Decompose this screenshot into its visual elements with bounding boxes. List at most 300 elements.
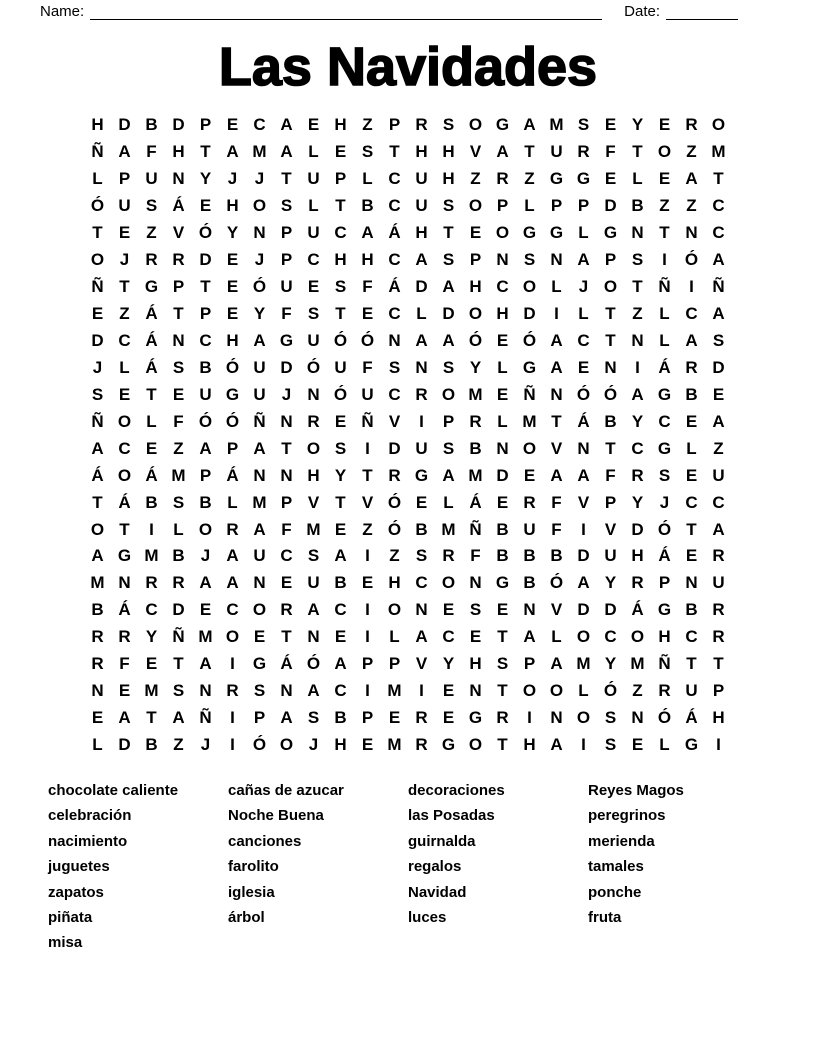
grid-cell-letter: A (415, 250, 428, 270)
grid-cell-letter: Ñ (469, 519, 482, 539)
grid-cell-letter: D (415, 277, 428, 297)
grid-cell-letter: E (604, 169, 617, 189)
grid-cell-letter: T (524, 142, 535, 162)
grid-cell-letter: Á (280, 654, 293, 674)
grid-cell-letter: Ó (333, 330, 348, 350)
grid-cell-letter: G (657, 438, 672, 458)
grid-cell-letter: R (469, 411, 482, 431)
grid-cell-letter: N (631, 708, 644, 728)
grid-cell-letter: O (90, 250, 105, 270)
header (40, 4, 738, 20)
grid-cell-letter: A (307, 681, 320, 701)
grid-cell-letter: P (604, 492, 617, 512)
grid-row (84, 543, 732, 570)
grid-cell-letter: H (442, 169, 455, 189)
grid-cell-letter: H (658, 627, 671, 647)
word-list-column (228, 778, 408, 956)
grid-cell-letter: S (280, 196, 293, 216)
grid-cell-letter: R (145, 573, 158, 593)
grid-cell-letter: O (117, 465, 132, 485)
grid-cell-letter: A (118, 708, 131, 728)
grid-cell-letter: Á (118, 600, 131, 620)
grid-cell-letter: U (685, 681, 698, 701)
grid-cell-letter: F (281, 304, 292, 324)
grid-cell-letter: Ñ (91, 277, 104, 297)
grid-cell-letter: Ó (468, 330, 483, 350)
grid-cell-letter: M (441, 519, 456, 539)
grid-cell-letter: C (253, 115, 266, 135)
grid-cell-letter: S (172, 681, 185, 701)
grid-cell-letter: M (711, 142, 726, 162)
grid-cell-letter: L (659, 304, 670, 324)
grid-cell-letter: N (550, 250, 563, 270)
grid-cell-letter: E (118, 223, 131, 243)
grid-cell-letter: S (172, 357, 185, 377)
grid-cell-letter: H (307, 465, 320, 485)
grid-cell-letter: Z (659, 196, 670, 216)
grid-cell-letter: F (551, 519, 562, 539)
grid-cell-letter: T (335, 492, 346, 512)
grid-cell-letter: Z (686, 196, 697, 216)
grid-cell-letter: D (523, 304, 536, 324)
grid-cell-letter: T (605, 330, 616, 350)
grid-cell-letter: P (658, 573, 671, 593)
grid-cell-letter: Á (91, 465, 104, 485)
grid-cell-letter: E (631, 735, 644, 755)
grid-cell-letter: O (522, 277, 537, 297)
grid-cell-letter: T (497, 627, 508, 647)
word-list-item: Noche Buena (228, 807, 324, 825)
grid-cell-letter: T (335, 304, 346, 324)
grid-cell-letter: C (577, 330, 590, 350)
grid-cell-letter: M (252, 142, 267, 162)
grid-cell-letter: Ñ (253, 411, 266, 431)
grid-cell-letter: Á (145, 304, 158, 324)
grid-cell-letter: Ó (657, 708, 672, 728)
grid-cell-letter: G (522, 357, 537, 377)
grid-cell-letter: N (118, 573, 131, 593)
grid-cell-letter: V (388, 411, 401, 431)
grid-cell-letter: Z (362, 115, 373, 135)
grid-cell-letter: T (659, 223, 670, 243)
grid-cell-letter: J (254, 250, 265, 270)
grid-cell-letter: J (254, 169, 265, 189)
grid-cell-letter: A (550, 357, 563, 377)
grid-cell-letter: L (308, 196, 319, 216)
grid-cell-letter: E (226, 277, 239, 297)
grid-cell-letter: I (419, 681, 424, 701)
grid-cell-letter: O (252, 600, 267, 620)
grid-cell-letter: A (280, 142, 293, 162)
grid-cell-letter: T (335, 196, 346, 216)
grid-cell-letter: Ó (576, 384, 591, 404)
grid-cell-letter: Z (146, 223, 157, 243)
grid-cell-letter: L (362, 169, 373, 189)
grid-cell-letter: E (118, 384, 131, 404)
grid-cell-letter: P (361, 708, 374, 728)
word-list-item: las Posadas (408, 807, 495, 825)
grid-cell-letter: A (253, 330, 266, 350)
grid-cell-letter: Z (524, 169, 535, 189)
grid-cell-letter: T (119, 519, 130, 539)
grid-cell-letter: O (252, 196, 267, 216)
grid-cell-letter: A (685, 330, 698, 350)
grid-cell-letter: H (334, 735, 347, 755)
grid-row (84, 651, 732, 678)
grid-cell-letter: S (361, 142, 374, 162)
grid-cell-letter: Z (173, 438, 184, 458)
grid-cell-letter: C (280, 546, 293, 566)
grid-cell-letter: E (361, 304, 374, 324)
grid-cell-letter: R (712, 546, 725, 566)
grid-cell-letter: M (90, 573, 105, 593)
grid-cell-letter: Ñ (361, 411, 374, 431)
grid-cell-letter: O (711, 115, 726, 135)
grid-cell-letter: T (632, 142, 643, 162)
grid-cell-letter: N (496, 250, 509, 270)
grid-cell-letter: M (522, 411, 537, 431)
grid-cell-letter: T (605, 304, 616, 324)
grid-cell-letter: B (145, 735, 158, 755)
grid-cell-letter: O (225, 627, 240, 647)
word-list-item: tamales (588, 858, 644, 876)
grid-cell-letter: Z (632, 681, 643, 701)
grid-cell-letter: T (281, 438, 292, 458)
grid-cell-letter: G (549, 169, 564, 189)
grid-cell-letter: S (442, 438, 455, 458)
grid-cell-letter: S (523, 250, 536, 270)
grid-row (84, 354, 732, 381)
grid-cell-letter: I (365, 600, 370, 620)
grid-cell-letter: O (279, 735, 294, 755)
grid-cell-letter: R (712, 627, 725, 647)
grid-cell-letter: M (549, 115, 564, 135)
grid-row (84, 220, 732, 247)
word-list-item: nacimiento (48, 832, 128, 850)
grid-cell-letter: Ó (522, 330, 537, 350)
grid-row (84, 408, 732, 435)
grid-row (84, 705, 732, 732)
name-label: Name: (40, 3, 85, 20)
grid-cell-letter: Y (226, 223, 239, 243)
grid-cell-letter: P (442, 411, 455, 431)
grid-cell-letter: L (146, 411, 157, 431)
grid-cell-letter: C (442, 627, 455, 647)
grid-cell-letter: R (388, 465, 401, 485)
grid-cell-letter: J (119, 250, 130, 270)
grid-cell-letter: L (173, 519, 184, 539)
grid-cell-letter: G (414, 465, 429, 485)
grid-cell-letter: J (578, 277, 589, 297)
grid-cell-letter: Ó (603, 384, 618, 404)
grid-cell-letter: C (388, 304, 401, 324)
grid-cell-letter: A (415, 330, 428, 350)
grid-cell-letter: Y (442, 654, 455, 674)
grid-row (84, 678, 732, 705)
grid-cell-letter: E (145, 654, 158, 674)
grid-cell-letter: F (551, 492, 562, 512)
grid-cell-letter: O (603, 277, 618, 297)
grid-cell-letter: G (684, 735, 699, 755)
grid-cell-letter: M (468, 465, 483, 485)
grid-cell-letter: Z (686, 142, 697, 162)
grid-cell-letter: G (144, 277, 159, 297)
grid-cell-letter: P (361, 654, 374, 674)
grid-cell-letter: N (280, 411, 293, 431)
grid-cell-letter: N (253, 465, 266, 485)
grid-cell-letter: R (631, 465, 644, 485)
grid-cell-letter: O (117, 411, 132, 431)
grid-cell-letter: V (361, 492, 374, 512)
grid-cell-letter: Á (658, 357, 671, 377)
grid-cell-letter: C (685, 304, 698, 324)
grid-cell-letter: N (469, 681, 482, 701)
grid-cell-letter: E (118, 681, 131, 701)
grid-cell-letter: R (172, 250, 185, 270)
grid-cell-letter: U (280, 277, 293, 297)
grid-cell-letter: L (416, 304, 427, 324)
grid-cell-letter: P (253, 708, 266, 728)
grid-cell-letter: D (118, 735, 131, 755)
grid-cell-letter: E (280, 573, 293, 593)
grid-cell-letter: E (226, 115, 239, 135)
grid-cell-letter: R (523, 492, 536, 512)
grid-cell-letter: T (92, 492, 103, 512)
grid-cell-letter: O (522, 681, 537, 701)
grid-cell-letter: Á (145, 357, 158, 377)
grid-cell-letter: N (604, 357, 617, 377)
grid-cell-letter: I (635, 357, 640, 377)
grid-row (84, 166, 732, 193)
word-list-item: merienda (588, 832, 655, 850)
grid-cell-letter: O (306, 438, 321, 458)
grid-cell-letter: G (495, 573, 510, 593)
grid-cell-letter: R (685, 357, 698, 377)
grid-cell-letter: B (145, 492, 158, 512)
grid-cell-letter: E (577, 357, 590, 377)
grid-cell-letter: A (226, 142, 239, 162)
grid-cell-letter: Á (145, 330, 158, 350)
grid-cell-letter: A (712, 519, 725, 539)
grid-cell-letter: A (631, 384, 644, 404)
grid-cell-letter: E (442, 600, 455, 620)
grid-cell-letter: J (200, 735, 211, 755)
grid-cell-letter: L (497, 411, 508, 431)
grid-cell-letter: A (550, 654, 563, 674)
grid-cell-letter: G (576, 169, 591, 189)
grid-cell-letter: P (523, 654, 536, 674)
grid-cell-letter: D (280, 357, 293, 377)
grid-cell-letter: B (415, 519, 428, 539)
grid-cell-letter: Ó (387, 519, 402, 539)
grid-cell-letter: Ñ (658, 654, 671, 674)
grid-cell-letter: J (92, 357, 103, 377)
grid-cell-letter: O (522, 438, 537, 458)
grid-cell-letter: G (252, 654, 267, 674)
grid-cell-letter: Á (469, 492, 482, 512)
grid-cell-letter: R (226, 519, 239, 539)
grid-cell-letter: E (469, 627, 482, 647)
grid-cell-letter: E (361, 735, 374, 755)
grid-cell-letter: P (496, 196, 509, 216)
grid-cell-letter: T (119, 277, 130, 297)
grid-cell-letter: P (712, 681, 725, 701)
word-list-item: ponche (588, 883, 642, 901)
grid-cell-letter: C (145, 600, 158, 620)
grid-cell-letter: I (554, 304, 559, 324)
grid-cell-letter: H (91, 115, 104, 135)
grid-cell-letter: B (496, 546, 509, 566)
grid-cell-letter: M (144, 546, 159, 566)
grid-cell-letter: Ó (603, 681, 618, 701)
grid-cell-letter: N (685, 573, 698, 593)
grid-cell-letter: A (307, 600, 320, 620)
grid-cell-letter: H (469, 277, 482, 297)
grid-cell-letter: D (118, 115, 131, 135)
grid-cell-letter: Ñ (199, 708, 212, 728)
grid-cell-letter: F (605, 465, 616, 485)
grid-cell-letter: P (118, 169, 131, 189)
grid-cell-letter: H (415, 142, 428, 162)
grid-cell-letter: Y (199, 169, 212, 189)
grid-cell-letter: S (496, 654, 509, 674)
grid-cell-letter: Ó (360, 330, 375, 350)
grid-cell-letter: U (253, 357, 266, 377)
grid-cell-letter: A (577, 465, 590, 485)
grid-cell-letter: H (523, 735, 536, 755)
grid-cell-letter: Ó (225, 357, 240, 377)
grid-cell-letter: A (226, 573, 239, 593)
grid-cell-letter: G (657, 600, 672, 620)
grid-cell-letter: O (468, 115, 483, 135)
word-search-grid (84, 112, 732, 759)
grid-cell-letter: E (361, 573, 374, 593)
grid-cell-letter: E (253, 627, 266, 647)
grid-cell-letter: E (685, 465, 698, 485)
grid-cell-letter: E (334, 519, 347, 539)
grid-cell-letter: V (577, 492, 590, 512)
grid-cell-letter: I (689, 277, 694, 297)
grid-cell-letter: S (442, 196, 455, 216)
grid-cell-letter: H (361, 250, 374, 270)
grid-cell-letter: I (716, 735, 721, 755)
grid-cell-letter: Y (145, 627, 158, 647)
grid-cell-letter: Ñ (91, 411, 104, 431)
word-list-item: iglesia (228, 883, 275, 901)
grid-cell-letter: T (497, 735, 508, 755)
grid-cell-letter: N (280, 465, 293, 485)
grid-cell-letter: B (496, 519, 509, 539)
grid-cell-letter: N (631, 330, 644, 350)
grid-cell-letter: U (712, 573, 725, 593)
grid-cell-letter: H (388, 573, 401, 593)
grid-cell-letter: A (712, 411, 725, 431)
word-list-item: zapatos (48, 883, 104, 901)
grid-cell-letter: Á (118, 492, 131, 512)
grid-cell-letter: U (415, 196, 428, 216)
grid-cell-letter: O (441, 384, 456, 404)
grid-cell-letter: G (495, 115, 510, 135)
grid-cell-letter: V (469, 142, 482, 162)
grid-cell-letter: A (172, 708, 185, 728)
grid-cell-letter: A (226, 546, 239, 566)
grid-cell-letter: Y (631, 492, 644, 512)
grid-cell-letter: U (604, 546, 617, 566)
grid-cell-letter: E (604, 115, 617, 135)
grid-cell-letter: P (604, 250, 617, 270)
grid-cell-letter: A (577, 250, 590, 270)
grid-cell-letter: T (605, 438, 616, 458)
grid-cell-letter: M (576, 654, 591, 674)
grid-cell-letter: Á (631, 600, 644, 620)
grid-cell-letter: M (387, 681, 402, 701)
grid-cell-letter: T (173, 654, 184, 674)
grid-cell-letter: M (171, 465, 186, 485)
grid-cell-letter: T (632, 277, 643, 297)
grid-cell-letter: E (523, 465, 536, 485)
grid-cell-letter: T (686, 654, 697, 674)
grid-cell-letter: T (443, 223, 454, 243)
grid-cell-letter: Z (173, 735, 184, 755)
grid-cell-letter: H (334, 250, 347, 270)
word-list-item: misa (48, 934, 83, 952)
grid-cell-letter: M (252, 492, 267, 512)
grid-cell-letter: F (605, 142, 616, 162)
grid-cell-letter: C (334, 600, 347, 620)
grid-cell-letter: J (659, 492, 670, 512)
grid-cell-letter: I (662, 250, 667, 270)
grid-cell-letter: B (199, 492, 212, 512)
grid-cell-letter: D (172, 600, 185, 620)
grid-row (84, 328, 732, 355)
grid-cell-letter: Y (604, 654, 617, 674)
grid-cell-letter: C (118, 330, 131, 350)
grid-cell-letter: E (199, 196, 212, 216)
grid-cell-letter: T (389, 142, 400, 162)
grid-cell-letter: B (145, 115, 158, 135)
grid-cell-letter: C (307, 250, 320, 270)
grid-cell-letter: A (334, 654, 347, 674)
word-list-item: juguetes (48, 858, 110, 876)
grid-cell-letter: I (365, 546, 370, 566)
grid-cell-letter: E (145, 438, 158, 458)
grid-cell-letter: P (577, 196, 590, 216)
grid-cell-letter: C (685, 492, 698, 512)
grid-cell-letter: M (630, 654, 645, 674)
grid-cell-letter: P (226, 438, 239, 458)
grid-cell-letter: B (631, 196, 644, 216)
grid-cell-letter: N (631, 223, 644, 243)
word-list-item: piñata (48, 909, 93, 927)
grid-cell-letter: R (118, 627, 131, 647)
grid-cell-letter: G (279, 330, 294, 350)
grid-cell-letter: C (388, 169, 401, 189)
grid-cell-letter: Á (145, 465, 158, 485)
grid-cell-letter: T (146, 384, 157, 404)
word-list-item: Navidad (408, 883, 467, 901)
grid-cell-letter: Ó (90, 196, 105, 216)
grid-cell-letter: Ó (252, 735, 267, 755)
grid-cell-letter: N (307, 627, 320, 647)
grid-cell-letter: U (307, 573, 320, 593)
grid-cell-letter: C (496, 277, 509, 297)
grid-cell-letter: N (415, 357, 428, 377)
grid-cell-letter: R (577, 142, 590, 162)
grid-cell-letter: U (307, 169, 320, 189)
grid-cell-letter: E (496, 384, 509, 404)
grid-cell-letter: R (712, 600, 725, 620)
grid-cell-letter: S (442, 250, 455, 270)
